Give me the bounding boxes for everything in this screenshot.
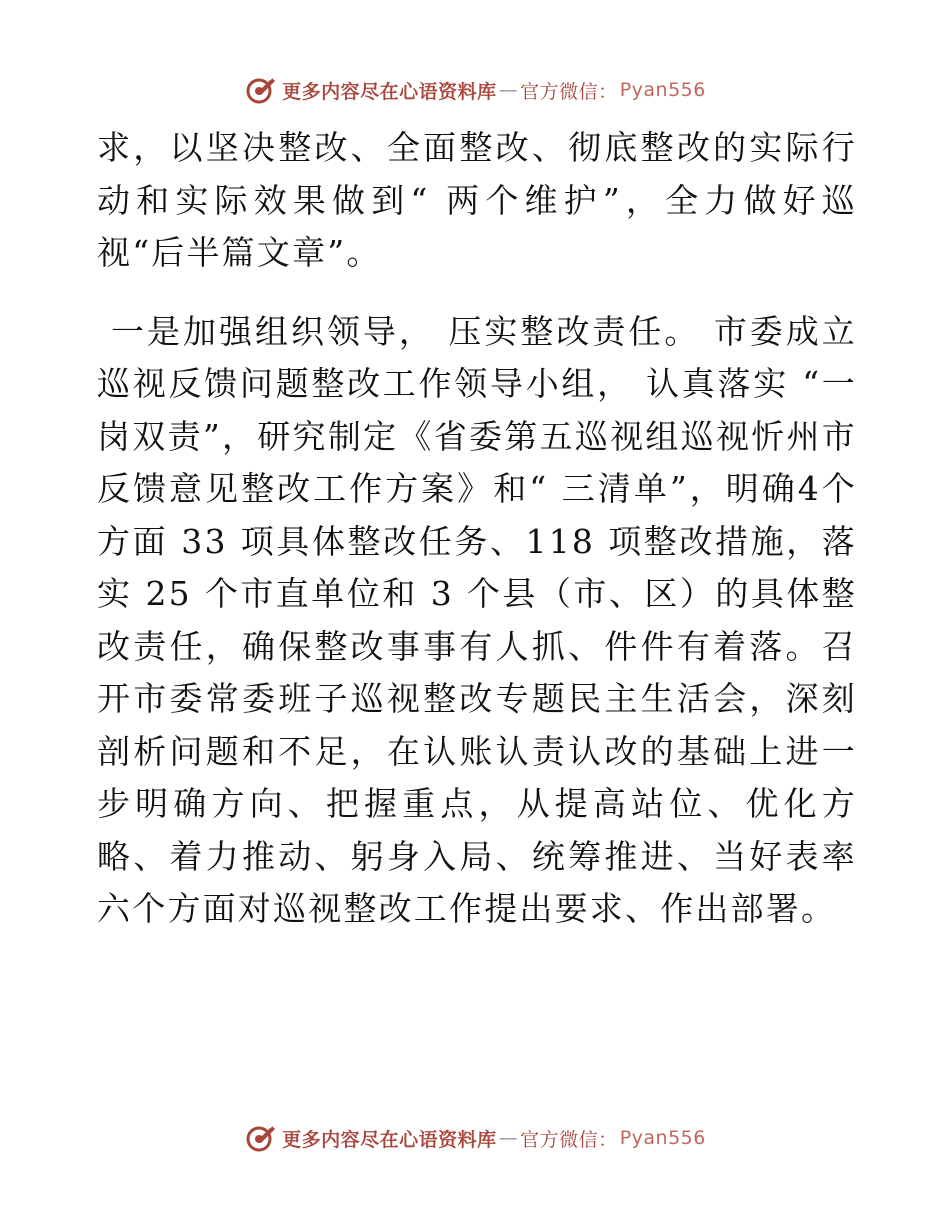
watermark-separator: — — [498, 1127, 519, 1149]
body-paragraph-1: 求，以坚决整改、全面整改、彻底整改的实际行动和实际效果做到“ 两个维护”，全力做好巡视“后半篇文章”。 — [97, 128, 857, 272]
watermark-separator: — — [498, 79, 519, 101]
watermark-wechat-account: Pyan556 — [619, 79, 706, 101]
document-body — [97, 122, 857, 936]
pen-in-circle-icon — [244, 1121, 278, 1155]
header-watermark — [0, 70, 950, 110]
pen-in-circle-icon — [244, 73, 278, 107]
body-paragraph-2: 一是加强组织领导， 压实整改责任。 市委成立巡视反馈问题整改工作领导小组， 认真落实 “一岗双责”，研究制定《省委第五巡视组巡视忻州市反馈意见整改工作方案》和“ 三清单”，明确4个方面 33 项具体整改任务、118 项整改措施，落实 25 个市直单位和 3 个县（市、区）的具体整改责任，确保整改事事有人抓、件件有着落。召开市委常委班子巡视整改专题民主生活会，深刻剖析问题和不足，在认账认责认改的基础上进一步明确方向、把握重点，从提高站位、优化方略、着力推动、躬身入局、统筹推进、当好表率六个方面对巡视整改工作提出要求、作出部署。 — [97, 311, 857, 928]
footer-watermark — [0, 1118, 950, 1158]
watermark-brand-text: 更多内容尽在心语资料库 — [282, 80, 497, 103]
watermark-brand-text: 更多内容尽在心语资料库 — [282, 1128, 497, 1151]
watermark-wechat-account: Pyan556 — [619, 1127, 706, 1149]
watermark-wechat-label: 官方微信： — [520, 80, 618, 103]
watermark-wechat-label: 官方微信： — [520, 1128, 618, 1151]
